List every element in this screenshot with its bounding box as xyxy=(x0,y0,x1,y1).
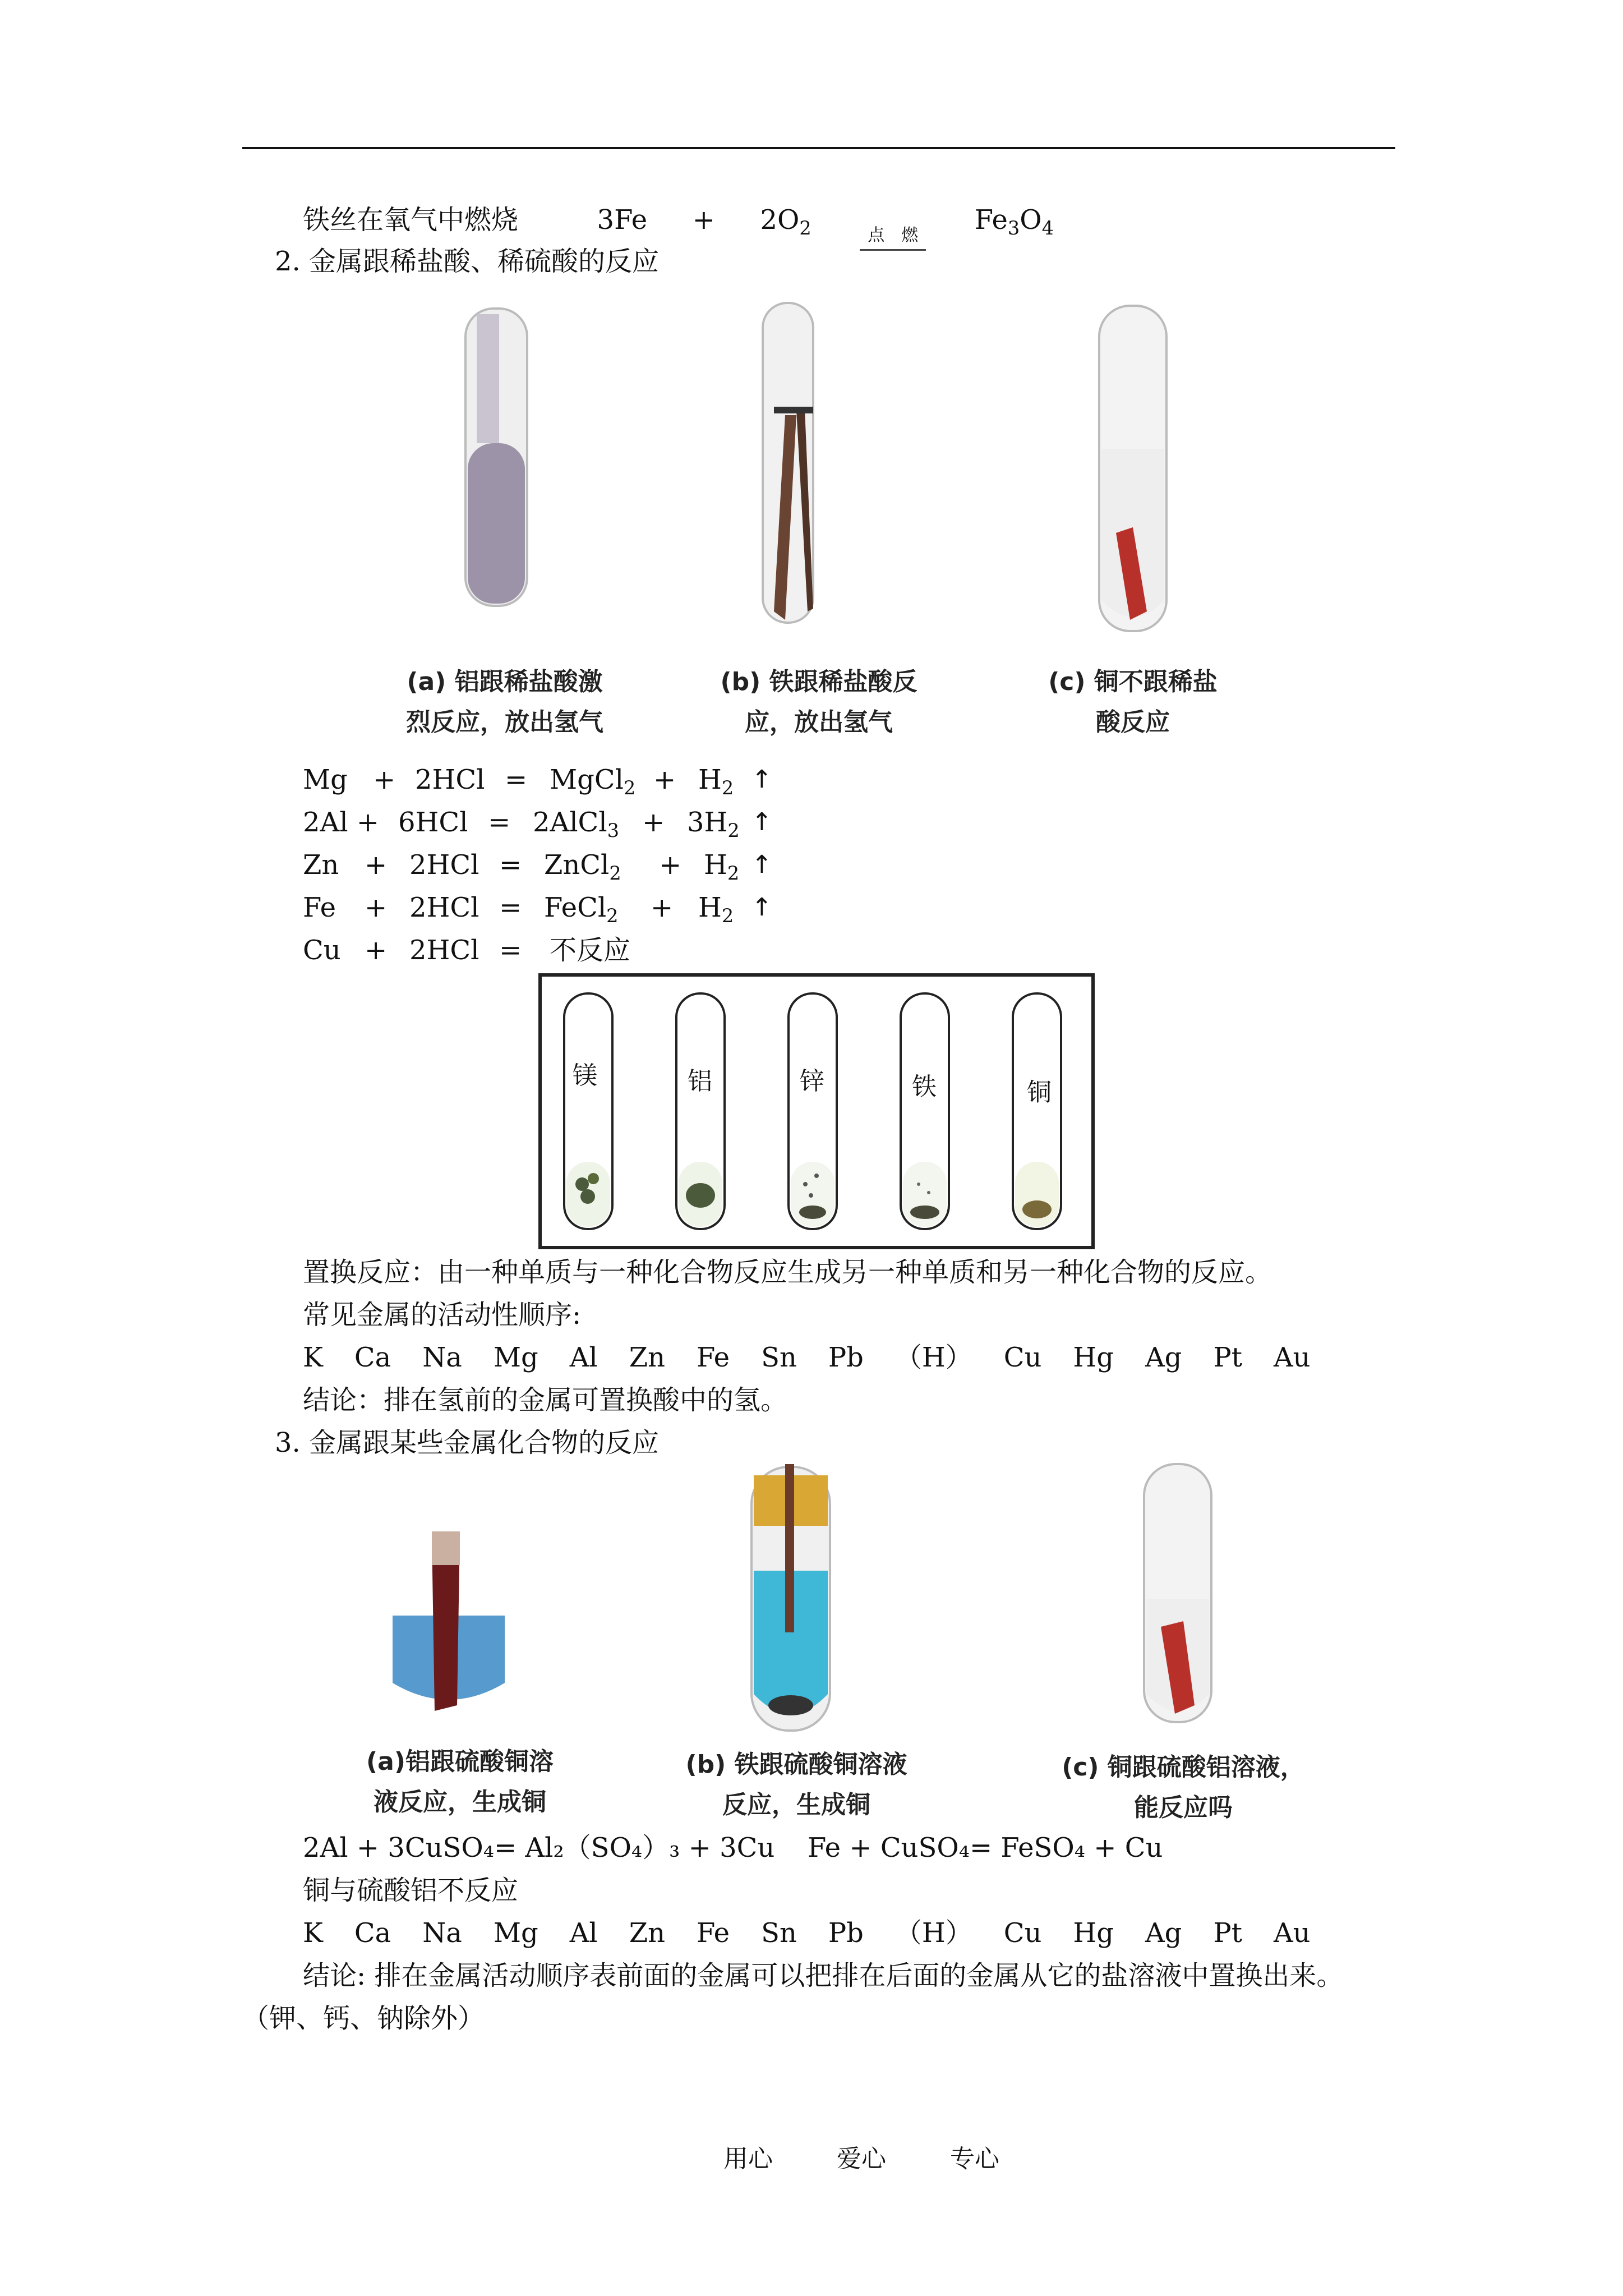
product-fe3o4: $Fe_3O_4$ xyxy=(974,204,1054,240)
conclusion-exception: （钾、钙、钠除外） xyxy=(242,2003,485,2034)
tube-iron xyxy=(763,303,813,623)
caption-fig1-a: (a) 铝跟稀盐酸激 烈反应，放出氢气 xyxy=(406,668,603,737)
gas-arrow-icon: ↑ xyxy=(751,765,772,794)
footer-3: 专心 xyxy=(950,2145,999,2173)
caption-fig3-c: (c) 铜跟硫酸铝溶液， 能反应吗 xyxy=(1062,1753,1305,1822)
tube-cu xyxy=(1013,993,1061,1229)
tube-aluminum xyxy=(465,309,527,606)
activity-series: K Ca Na Mg Al Zn Fe Sn Pb （H） Cu Hg Ag Pt Au xyxy=(303,1342,1311,1373)
gas-arrow-icon: ↑ xyxy=(751,808,772,836)
tube-fe xyxy=(901,993,949,1229)
conclusion-hydrogen: 结论：排在氢前的金属可置换酸中的氢。 xyxy=(303,1384,788,1416)
cu-al-note: 铜与硫酸铝不反应 xyxy=(303,1875,519,1906)
conclusion-salt: 结论: 排在金属活动顺序表前面的金属可以把排在后面的金属从它的盐溶液中置换出来。 xyxy=(303,1960,1344,1991)
label-al: 铝 xyxy=(688,1067,712,1096)
label-fe: 铁 xyxy=(912,1073,937,1101)
iron-oxygen-equation: 铁丝在氧气中燃烧 $3Fe + 2O_2$ 点 燃 $Fe_3O_4$ xyxy=(303,203,1054,237)
section3-title: 3. 金属跟某些金属化合物的反应 xyxy=(275,1427,660,1458)
footer-2: 爱心 xyxy=(837,2145,886,2173)
metals-tubes xyxy=(542,977,1091,1246)
footer xyxy=(695,2138,1027,2174)
iron-oxygen-label: 铁丝在氧气中燃烧 xyxy=(303,204,519,236)
tube-cu-al2so4 xyxy=(1144,1464,1211,1722)
section2-title: 2. 金属跟稀盐酸、稀硫酸的反应 xyxy=(275,246,660,277)
equation-fe-cuso4: Fe + CuSO₄= FeSO₄ + Cu xyxy=(808,1832,1163,1864)
label-zn: 锌 xyxy=(800,1067,824,1096)
caption-fig3-a: (a)铝跟硫酸铜溶 液反应，生成铜 xyxy=(366,1747,554,1816)
figure-salt-tubes xyxy=(359,1458,1301,1739)
caption-fig1-c: (c) 铜不跟稀盐 酸反应 xyxy=(1048,668,1218,737)
cap: 反应，生成铜 xyxy=(722,1791,870,1819)
reactant-o2: $2O_2$ xyxy=(760,204,811,240)
footer-1: 用心 xyxy=(723,2145,773,2173)
plus-sign: + xyxy=(692,204,715,236)
figure-metals-box xyxy=(538,973,1095,1249)
label-cu: 铜 xyxy=(1027,1078,1052,1107)
label-mg: 镁 xyxy=(573,1061,597,1090)
caption-fig3-b: (b) 铁跟硫酸铜溶液 反应，生成铜 xyxy=(651,1745,942,1825)
activity-series-repeat: K Ca Na Mg Al Zn Fe Sn Pb （H） Cu Hg Ag Pt Au xyxy=(303,1917,1311,1949)
tube-fe-cuso4 xyxy=(751,1464,830,1731)
caption-fig1-b: (b) 铁跟稀盐酸反 应，放出氢气 xyxy=(720,668,917,737)
tube-copper xyxy=(1099,306,1166,631)
tube-mg xyxy=(564,993,612,1229)
replacement-definition: 置换反应：由一种单质与一种化合物反应生成另一种单质和另一种化合物的反应。 xyxy=(303,1257,1272,1288)
gas-arrow-icon: ↑ xyxy=(751,893,772,922)
header-rule xyxy=(242,147,1395,149)
reactant-fe: 3Fe xyxy=(597,204,648,236)
tube-zn xyxy=(789,993,837,1229)
equation-al-cuso4: 2Al + 3CuSO₄= Al₂（SO₄）₃ + 3Cu xyxy=(303,1832,775,1864)
tube-al xyxy=(676,993,725,1229)
gas-arrow-icon: ↑ xyxy=(751,850,772,879)
activity-title: 常见金属的活动性顺序: xyxy=(303,1299,582,1331)
beaker-al-cuso4 xyxy=(393,1531,505,1711)
